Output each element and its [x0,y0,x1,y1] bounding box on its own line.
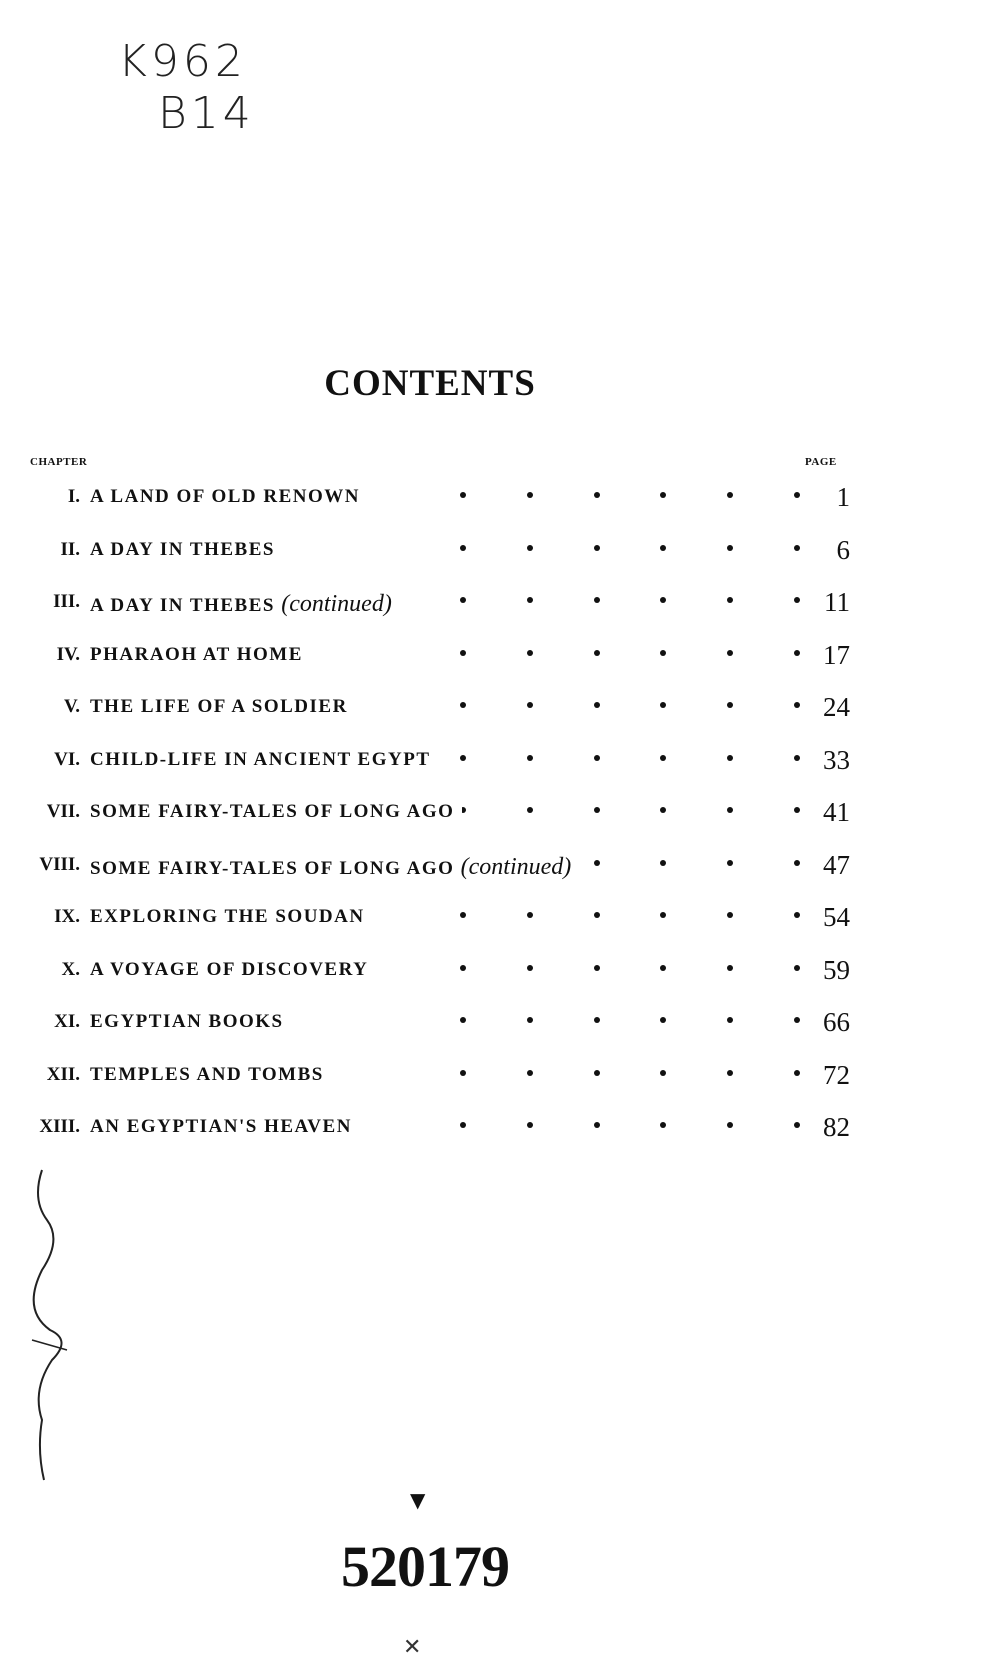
leader-dot [594,597,600,603]
chapter-page-number: 6 [827,535,851,566]
leader-dot [794,755,800,761]
chapter-title-suffix: (continued) [281,591,392,617]
chapter-page-number: 33 [813,745,850,776]
chapter-number: X. [61,958,80,980]
chapter-number: IX. [54,906,80,927]
chapter-page-number: 59 [813,955,850,986]
leader-dot [727,545,733,551]
leader-dot [794,1122,800,1128]
leader-dot [727,597,733,603]
leader-dot [660,1070,666,1076]
dot-leader [460,702,800,708]
margin-signature-scribble [12,1160,82,1490]
leader-dot [594,860,600,866]
dot-leader [460,492,800,498]
chapter-title-group [90,539,283,561]
chapter-title-group [90,906,373,928]
leader-dot [460,1017,466,1023]
leader-dot [727,1122,733,1128]
chapter-title: THE LIFE OF A SOLDIER [90,696,348,717]
chapter-page-number: 1 [827,482,851,513]
leader-dot [594,1070,600,1076]
leader-dot [727,702,733,708]
chapter-number: II. [60,538,80,560]
leader-dot [660,807,666,813]
chapter-page-number: 66 [813,1007,850,1038]
leader-dot [794,1070,800,1076]
toc-row [0,846,1000,899]
toc-row [0,1108,1000,1161]
chapter-title-group [90,1064,332,1086]
chapter-title-group [90,854,579,881]
leader-dot [594,702,600,708]
triangle-mark: ▼ [410,1488,426,1512]
dot-leader [460,965,800,971]
leader-dot [727,650,733,656]
chapter-title: AN EGYPTIAN'S HEAVEN [90,1116,352,1137]
leader-dot [660,702,666,708]
leader-dot [660,1122,666,1128]
toc-row [0,1003,1000,1056]
leader-dot [527,1070,533,1076]
leader-dot [727,860,733,866]
chapter-title-group [90,486,368,508]
leader-dot [460,650,466,656]
leader-dot [594,545,600,551]
leader-dot [460,492,466,498]
leader-dot [794,492,800,498]
leader-dot [727,965,733,971]
table-of-contents [0,478,1000,1161]
toc-row [0,531,1000,584]
dot-leader [460,1070,800,1076]
chapter-page-number: 47 [813,850,850,881]
chapter-number: XIII. [39,1116,80,1137]
leader-dot [460,1070,466,1076]
dot-leader [460,1122,800,1128]
chapter-title: A DAY IN THEBES [90,538,275,560]
chapter-page-number: 82 [813,1112,850,1143]
leader-dot [794,650,800,656]
dot-leader [460,545,800,551]
leader-dot [794,965,800,971]
leader-dot [794,545,800,551]
leader-dot [594,755,600,761]
leader-dot [527,912,533,918]
accession-number: 520179 [341,1534,509,1599]
chapter-title-group [90,959,376,981]
toc-row [0,951,1000,1004]
leader-dot [660,912,666,918]
chapter-title: SOME FAIRY-TALES OF LONG AGO [90,801,455,822]
toc-row [0,741,1000,794]
leader-dot [594,807,600,813]
leader-dot [460,597,466,603]
leader-dot [660,860,666,866]
leader-dot [594,1122,600,1128]
dot-leader [460,1017,800,1023]
leader-dot [594,965,600,971]
chapter-title: A LAND OF OLD RENOWN [90,486,360,507]
leader-dot [727,807,733,813]
leader-dot [527,1122,533,1128]
chapter-title-group [90,1116,360,1138]
leader-dot [527,1017,533,1023]
chapter-title: PHARAOH AT HOME [90,643,303,665]
chapter-title: SOME FAIRY-TALES OF LONG AGO [90,857,455,879]
chapter-page-number: 54 [813,902,850,933]
chapter-title-group [90,696,356,718]
chapter-title: EGYPTIAN BOOKS [90,1011,284,1032]
leader-dot [727,492,733,498]
leader-dot [794,860,800,866]
dot-leader [460,807,800,813]
dot-leader [460,755,800,761]
x-mark: ✕ [403,1635,422,1660]
chapter-number: VIII. [39,853,80,875]
leader-dot [460,912,466,918]
leader-dot [727,912,733,918]
chapter-page-number: 17 [813,640,850,671]
leader-dot [460,965,466,971]
chapter-number: V. [63,696,80,717]
toc-row [0,1056,1000,1109]
chapter-title-group [90,749,439,771]
leader-dot [527,807,533,813]
leader-dot [794,807,800,813]
chapter-title: A DAY IN THEBES [90,595,275,616]
leader-dot [527,965,533,971]
page-title: CONTENTS [324,363,536,404]
chapter-number: VI. [54,748,80,770]
chapter-number: VII. [46,801,80,822]
chapter-column-header: CHAPTER [30,456,88,468]
leader-dot [727,755,733,761]
dot-leader [460,650,800,656]
chapter-title: A VOYAGE OF DISCOVERY [90,958,369,980]
dot-leader [460,912,800,918]
leader-dot [660,1017,666,1023]
chapter-title: EXPLORING THE SOUDAN [90,906,365,927]
call-number-line-1: K962 [118,36,247,87]
chapter-title-group [90,644,311,666]
leader-dot [527,702,533,708]
chapter-title-group [90,801,462,823]
toc-row [0,478,1000,531]
chapter-number: III. [53,591,80,612]
leader-dot [660,492,666,498]
chapter-number: XI. [54,1011,80,1032]
leader-dot [594,1017,600,1023]
chapter-page-number: 72 [813,1060,850,1091]
toc-row [0,636,1000,689]
chapter-title-group [90,1011,292,1033]
leader-dot [794,1017,800,1023]
leader-dot [794,912,800,918]
leader-dot [727,1070,733,1076]
toc-row [0,793,1000,846]
chapter-page-number: 24 [813,692,850,723]
leader-dot [660,545,666,551]
leader-dot [594,650,600,656]
chapter-title: CHILD-LIFE IN ANCIENT EGYPT [90,748,431,770]
leader-dot [660,597,666,603]
leader-dot [660,650,666,656]
chapter-page-number: 41 [813,797,850,828]
toc-row [0,898,1000,951]
leader-dot [527,650,533,656]
leader-dot [460,702,466,708]
leader-dot [527,597,533,603]
dot-leader [460,597,800,603]
leader-dot [794,702,800,708]
leader-dot [527,545,533,551]
leader-dot [660,965,666,971]
leader-dot [727,1017,733,1023]
chapter-number: XII. [46,1063,80,1085]
leader-dot [660,755,666,761]
chapter-title-group [90,591,400,618]
page-column-header: PAGE [805,456,837,468]
leader-dot [594,492,600,498]
toc-row [0,583,1000,636]
leader-dot [594,912,600,918]
leader-dot [527,492,533,498]
leader-dot [460,545,466,551]
call-number-line-2: B14 [158,88,255,139]
leader-dot [794,597,800,603]
leader-dot [460,1122,466,1128]
chapter-number: I. [67,486,80,507]
chapter-title-suffix: (continued) [460,853,572,880]
toc-row [0,688,1000,741]
chapter-page-number: 11 [814,587,850,618]
leader-dot [527,755,533,761]
leader-dot [460,755,466,761]
chapter-title: TEMPLES AND TOMBS [90,1063,324,1085]
chapter-number: IV. [56,643,80,665]
